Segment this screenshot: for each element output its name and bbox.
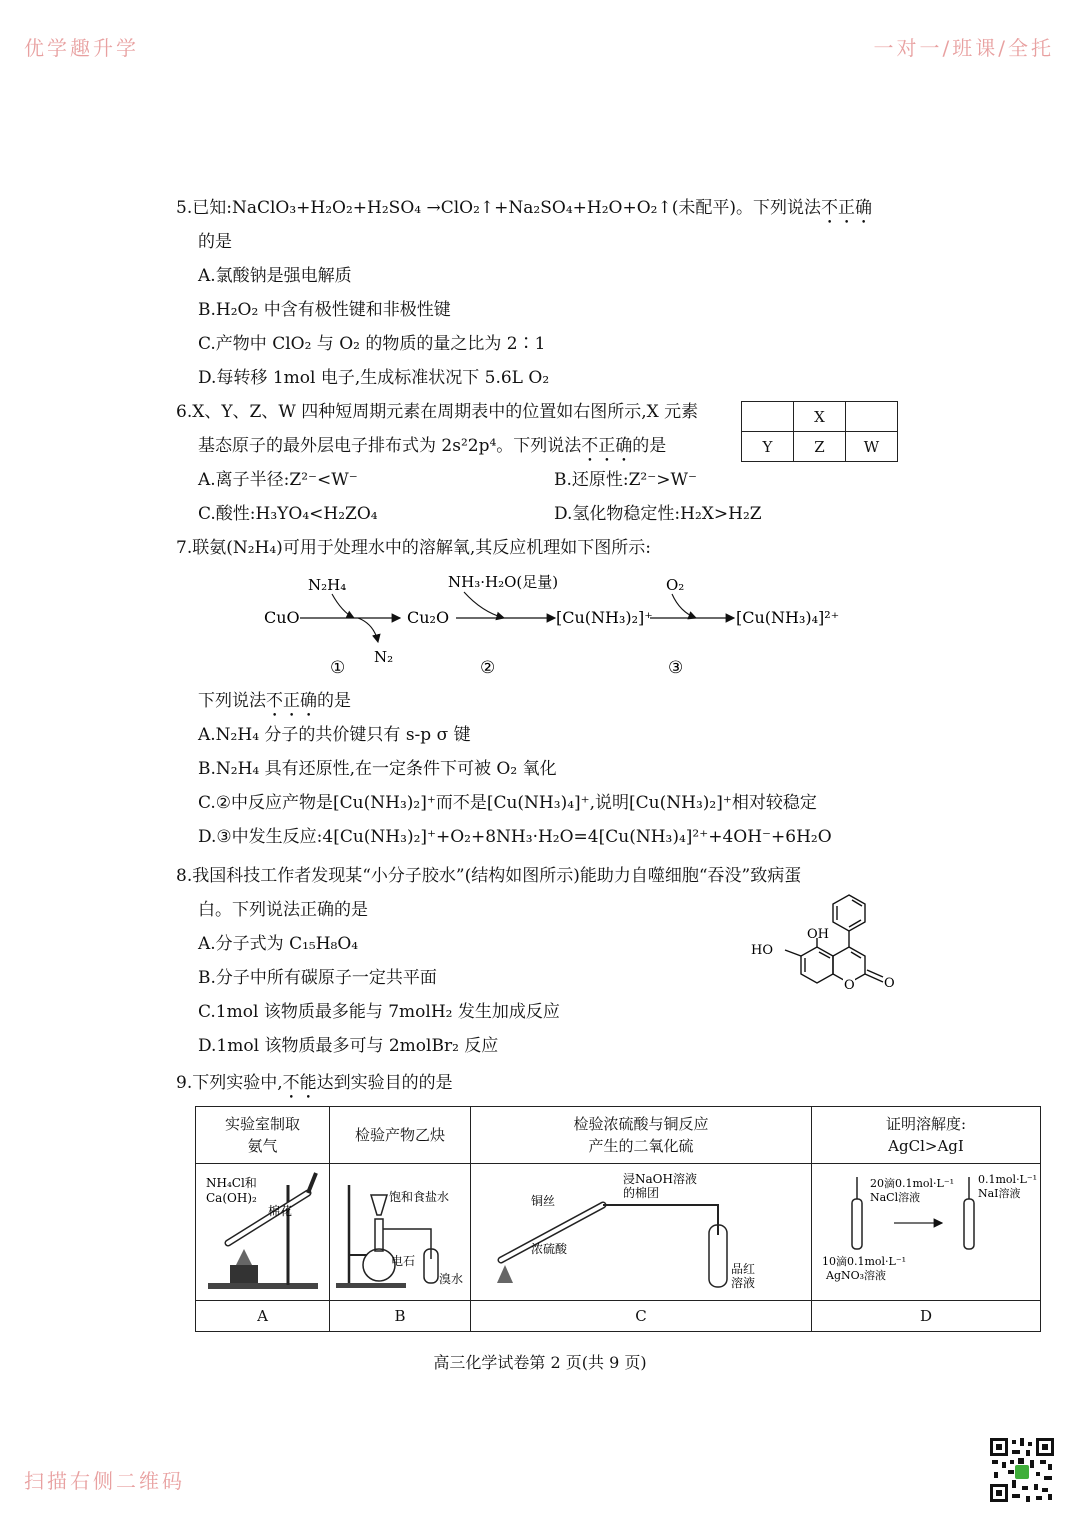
q6-stem-line1: 6.X、Y、Z、W 四种短周期元素在周期表中的位置如右图所示,X 元素: [176, 402, 699, 422]
mech-step1-label: ①: [330, 658, 346, 678]
periodic-table-fragment: [741, 401, 898, 462]
q6-stem-line2: 基态原子的最外层电子排布式为 2s²2p⁴。下列说法不正确的是: [198, 436, 667, 456]
mol-ho: HO: [751, 943, 773, 958]
page-footer: 高三化学试卷第 2 页(共 9 页): [433, 1353, 647, 1372]
qr-code-icon[interactable]: [988, 1436, 1056, 1504]
arrow-nh3-in: [464, 592, 504, 618]
question-7: [176, 531, 916, 565]
apparatus-c: [471, 1164, 812, 1301]
watermark-top-left: 优学趣升学: [24, 36, 139, 60]
question-5: [176, 191, 916, 395]
cell-w: W: [846, 432, 898, 462]
q7-stem: 7.联氨(N₂H₄)可用于处理水中的溶解氧,其反应机理如下图所示:: [176, 538, 651, 558]
cell-x: X: [794, 402, 846, 432]
experiment-table: [195, 1106, 1041, 1332]
mech-n2h4: N₂H₄: [308, 576, 347, 594]
label-cotton: 棉花: [267, 1204, 292, 1218]
q5-stem-line2: 的是: [198, 232, 232, 252]
q8-option-a: A.分子式为 C₁₅H₈O₄: [198, 934, 359, 954]
label-bromine-water: 溴水: [439, 1272, 464, 1286]
coumarin-structure-diagram: [745, 890, 910, 1025]
label-brine: 饱和食盐水: [389, 1190, 450, 1204]
apparatus-d: [812, 1164, 1041, 1301]
q8-stem-line1: 8.我国科技工作者发现某“小分子胶水”(结构如图所示)能助力自噬细胞“吞没”致病蛋: [176, 866, 802, 886]
mech-step2-label: ②: [480, 658, 496, 678]
q7-option-a: A.N₂H₄ 分子的共价键只有 s-p σ 键: [198, 725, 471, 745]
label-solution: 溶液: [731, 1276, 756, 1290]
question-7-options: [176, 684, 916, 854]
q6-option-c: C.酸性:H₃YO₄<H₂ZO₄: [198, 504, 378, 524]
label-cotton-ball: 的棉团: [623, 1186, 660, 1200]
q5-option-d: D.每转移 1mol 电子,生成标准状况下 5.6L O₂: [198, 368, 550, 388]
label-carbide: 电石: [391, 1254, 416, 1268]
arrow-n2-out: [358, 618, 378, 642]
reaction-mechanism-diagram: [250, 570, 850, 680]
cell-z: Z: [794, 432, 846, 462]
choice-a: A: [196, 1301, 330, 1332]
label-magenta: 品红: [731, 1262, 756, 1276]
mech-step3-label: ③: [668, 658, 684, 678]
mol-ring-o: O: [844, 978, 855, 993]
q7-option-b: B.N₂H₄ 具有还原性,在一定条件下可被 O₂ 氧化: [198, 759, 557, 779]
q7-option-c: C.②中反应产物是[Cu(NH₃)₂]⁺而不是[Cu(NH₃)₄]⁺,说明[Cu(NH₃)₂]⁺相对较稳定: [198, 793, 817, 813]
watermark-bottom-left: 扫描右侧二维码: [24, 1469, 185, 1493]
q5-option-b: B.H₂O₂ 中含有极性键和非极性键: [198, 300, 451, 320]
q5-stem: 5.已知:NaClO₃+H₂O₂+H₂SO₄ →ClO₂↑+Na₂SO₄+H₂O+O₂↑(未配平)。下列说法不正确: [176, 198, 872, 218]
mech-complex2: [Cu(NH₃)₄]²⁺: [736, 608, 840, 627]
header-d: 证明溶解度: AgCl>AgI: [812, 1107, 1041, 1164]
q6-option-a: A.离子半径:Z²⁻<W⁻: [198, 470, 358, 490]
q6-option-d: D.氢化物稳定性:H₂X>H₂Z: [554, 504, 762, 524]
apparatus-b: [330, 1164, 471, 1301]
q7-substem: 下列说法不正确的是: [198, 691, 351, 711]
header-b: 检验产物乙炔: [330, 1107, 471, 1164]
choice-c: C: [471, 1301, 812, 1332]
question-9: [176, 1066, 916, 1100]
mech-n2: N₂: [374, 648, 394, 666]
label-copper-wire: 铜丝: [531, 1194, 556, 1208]
cell-y: Y: [742, 432, 794, 462]
q6-option-b: B.还原性:Z²⁻>W⁻: [554, 470, 697, 490]
header-a: 实验室制取 氨气: [196, 1107, 330, 1164]
q5-option-c: C.产物中 ClO₂ 与 O₂ 的物质的量之比为 2∶1: [198, 334, 546, 354]
label-nacl: NaCl溶液: [870, 1191, 921, 1204]
arrow-n2h4-in: [332, 594, 354, 618]
mech-nh3: NH₃·H₂O(足量): [448, 573, 559, 591]
mech-complex1: [Cu(NH₃)₂]⁺: [556, 608, 653, 627]
q9-stem: 9.下列实验中,不能达到实验目的的是: [176, 1073, 453, 1093]
choice-d: D: [812, 1301, 1041, 1332]
label-agno3-conc: 10滴0.1mol·L⁻¹: [822, 1255, 907, 1268]
q8-option-b: B.分子中所有碳原子一定共平面: [198, 968, 437, 988]
mol-carbonyl-o: O: [884, 976, 895, 991]
arrow-o2-in: [672, 594, 696, 618]
mol-oh: OH: [807, 927, 829, 942]
label-nh4cl: NH₄Cl和: [205, 1176, 257, 1190]
choice-b: B: [330, 1301, 471, 1332]
q8-option-d: D.1mol 该物质最多可与 2molBr₂ 反应: [198, 1036, 499, 1056]
label-naoh-cotton: 浸NaOH溶液: [623, 1172, 697, 1186]
label-nai: NaI溶液: [978, 1187, 1021, 1200]
q8-option-c: C.1mol 该物质最多能与 7molH₂ 发生加成反应: [198, 1002, 560, 1022]
mech-o2: O₂: [666, 576, 685, 594]
mech-cu2o: Cu₂O: [407, 608, 450, 627]
label-agno3: AgNO₃溶液: [826, 1269, 887, 1282]
label-nacl-conc: 20滴0.1mol·L⁻¹: [870, 1177, 955, 1190]
q5-option-a: A.氯酸钠是强电解质: [198, 266, 352, 286]
header-c: 检验浓硫酸与铜反应 产生的二氧化硫: [471, 1107, 812, 1164]
watermark-top-right: 一对一/班课/全托: [873, 36, 1054, 60]
apparatus-a: [196, 1164, 330, 1301]
label-caoh2: Ca(OH)₂: [205, 1191, 257, 1205]
q8-stem-line2: 白。下列说法正确的是: [198, 900, 368, 920]
label-conc-h2so4: 浓硫酸: [531, 1242, 568, 1256]
label-nai-conc: 0.1mol·L⁻¹: [978, 1173, 1038, 1186]
mech-cuo: CuO: [264, 608, 300, 627]
q7-option-d: D.③中发生反应:4[Cu(NH₃)₂]⁺+O₂+8NH₃·H₂O=4[Cu(NH₃)₄]²⁺+4OH⁻+6H₂O: [198, 827, 832, 847]
